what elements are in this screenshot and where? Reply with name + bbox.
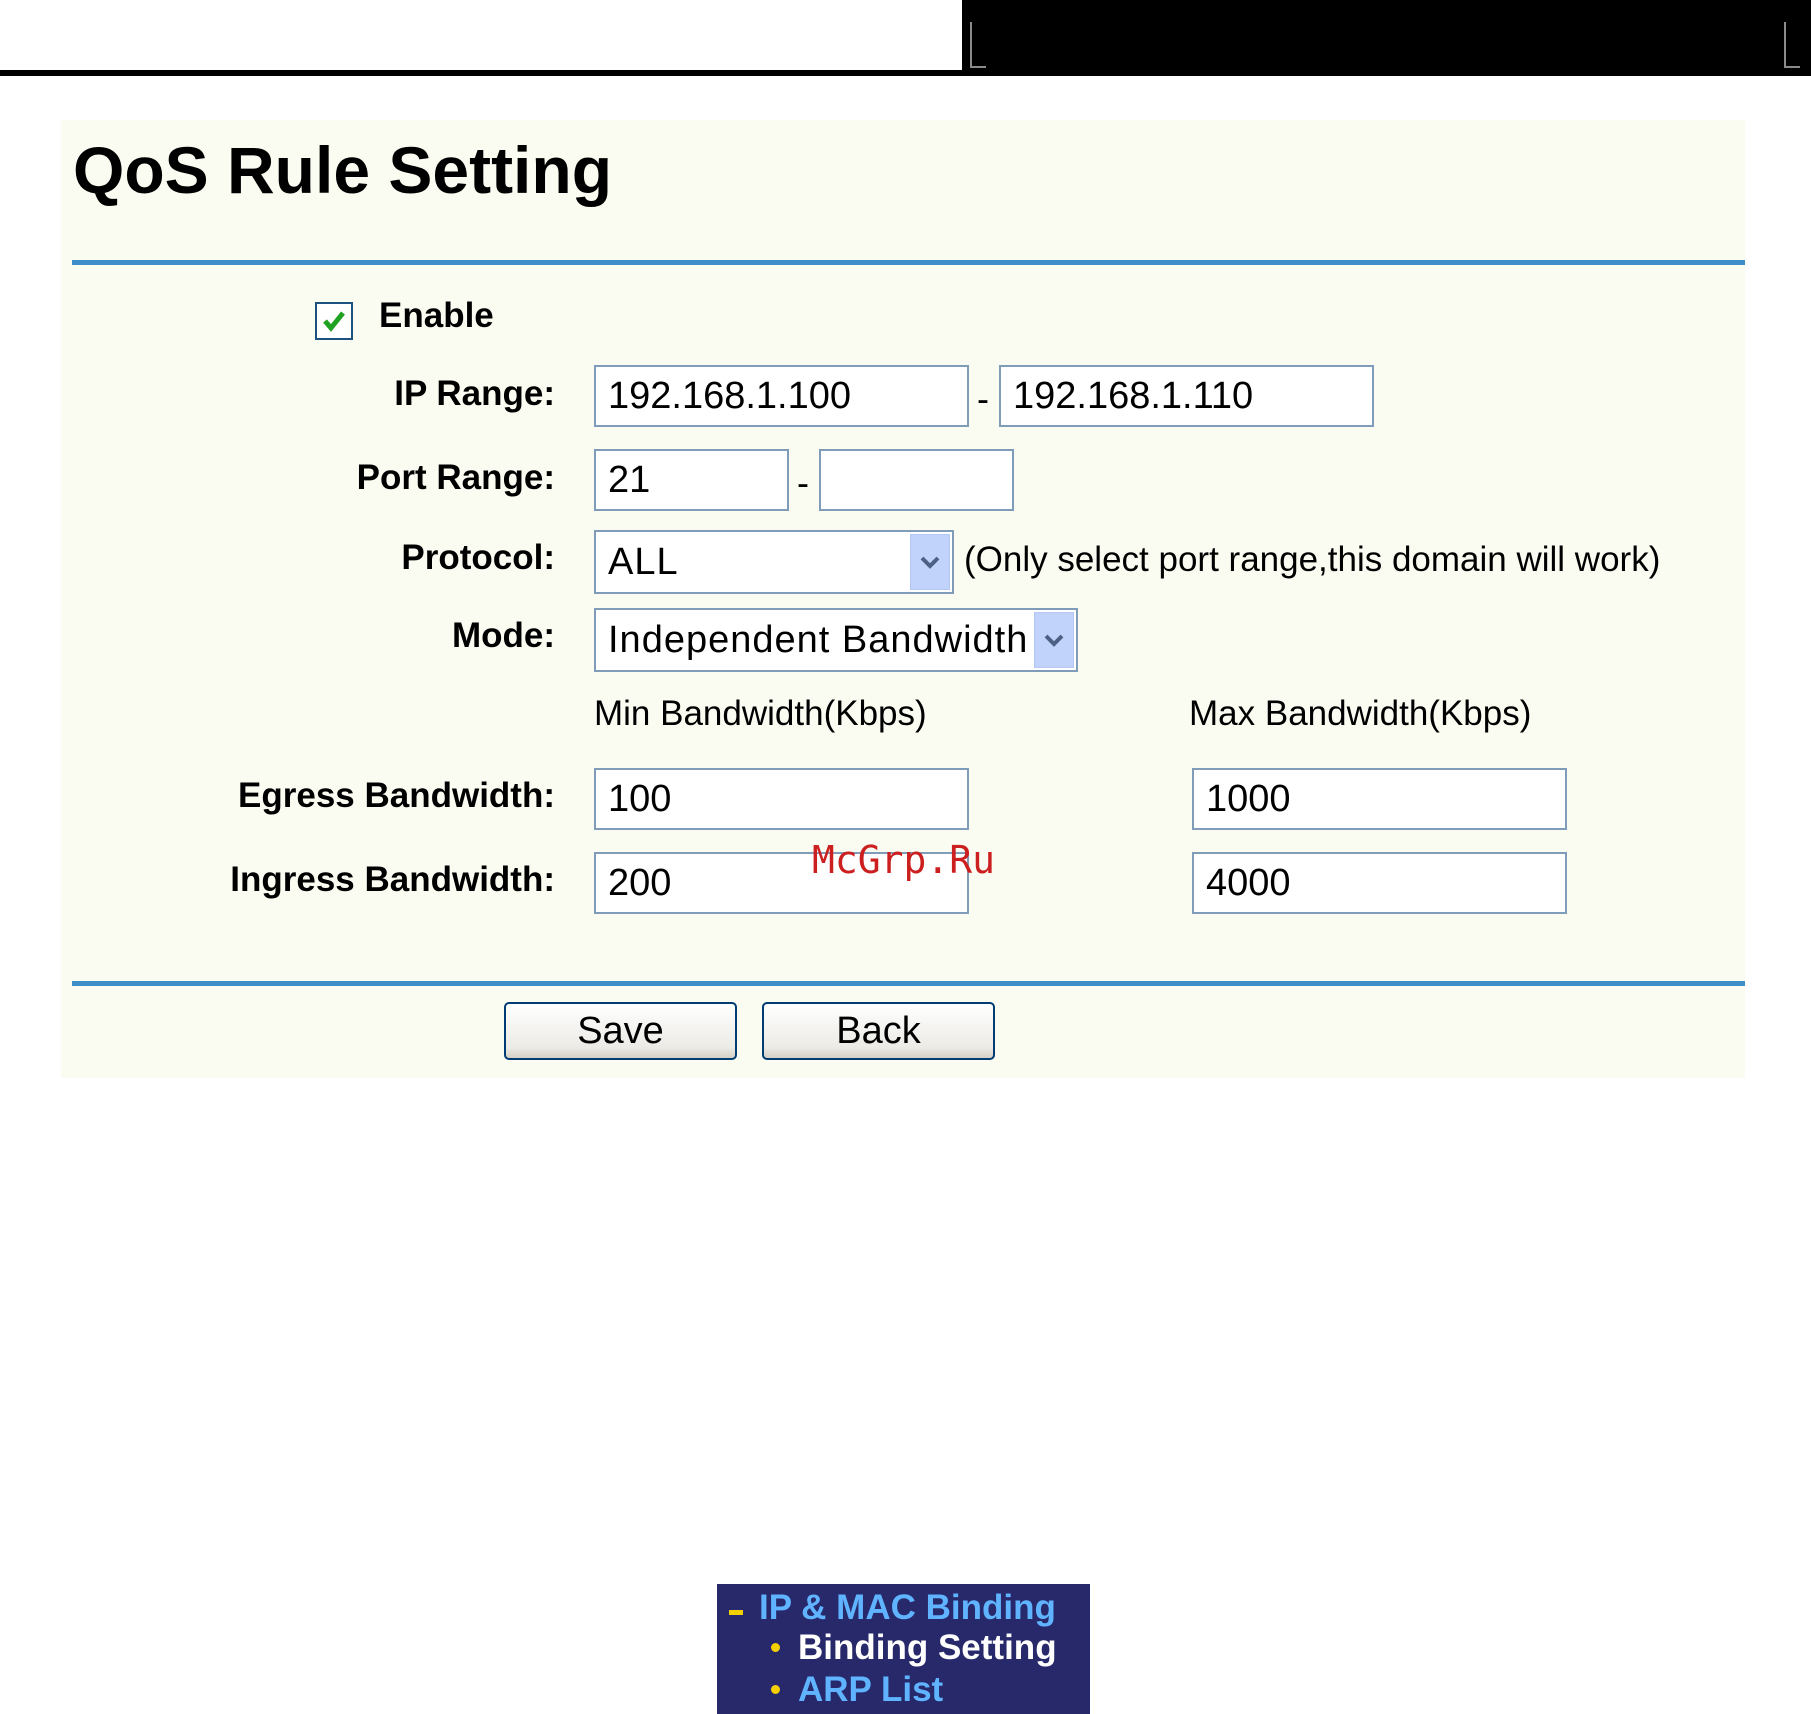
protocol-select-value: ALL — [608, 541, 679, 583]
mode-label: Mode: — [451, 616, 555, 655]
mode-select-value: Independent Bandwidth — [608, 619, 1029, 661]
max-bandwidth-header: Max Bandwidth(Kbps) — [1189, 694, 1532, 733]
port-range-label: Port Range: — [356, 458, 555, 497]
egress-max-input[interactable] — [1192, 768, 1567, 830]
page-title: QoS Rule Setting — [73, 133, 613, 207]
save-button[interactable]: Save — [504, 1002, 737, 1060]
egress-bandwidth-label: Egress Bandwidth: — [238, 776, 555, 815]
port-start-input[interactable] — [594, 449, 789, 511]
watermark: McGrp.Ru — [812, 838, 996, 882]
ingress-max-input[interactable] — [1192, 852, 1567, 914]
check-icon — [319, 306, 349, 336]
ip-range-label: IP Range: — [394, 374, 555, 413]
menu-section-ip-mac-binding[interactable]: IP & MAC Binding — [759, 1588, 1056, 1627]
ip-range-separator: - — [977, 378, 989, 419]
port-range-separator: - — [797, 462, 809, 503]
protocol-select[interactable] — [594, 530, 954, 594]
min-bandwidth-header: Min Bandwidth(Kbps) — [594, 694, 927, 733]
collapse-icon[interactable] — [729, 1610, 743, 1615]
menu-item-arp-list[interactable]: ARP List — [798, 1670, 944, 1709]
top-divider — [72, 260, 1745, 265]
header-black-bar — [962, 0, 1811, 76]
port-end-input[interactable] — [819, 449, 1014, 511]
protocol-label: Protocol: — [401, 538, 555, 577]
bottom-divider — [72, 981, 1745, 986]
menu-item-binding-setting[interactable]: Binding Setting — [798, 1628, 1057, 1667]
sidebar-menu — [717, 1584, 1090, 1714]
qos-rule-panel — [61, 120, 1745, 1078]
mode-select[interactable] — [594, 608, 1078, 672]
back-button[interactable]: Back — [762, 1002, 995, 1060]
corner-mark-left — [970, 22, 986, 68]
egress-min-input[interactable] — [594, 768, 969, 830]
bullet-icon — [771, 1643, 780, 1652]
ingress-bandwidth-label: Ingress Bandwidth: — [230, 860, 555, 899]
protocol-note: (Only select port range,this domain will work) — [964, 540, 1661, 579]
chevron-down-icon[interactable] — [910, 534, 950, 590]
corner-mark-right — [1784, 22, 1800, 68]
enable-checkbox[interactable] — [315, 302, 353, 340]
bullet-icon — [771, 1685, 780, 1694]
ip-start-input[interactable] — [594, 365, 969, 427]
ip-end-input[interactable] — [999, 365, 1374, 427]
chevron-down-icon[interactable] — [1034, 612, 1074, 668]
enable-label: Enable — [379, 296, 494, 335]
